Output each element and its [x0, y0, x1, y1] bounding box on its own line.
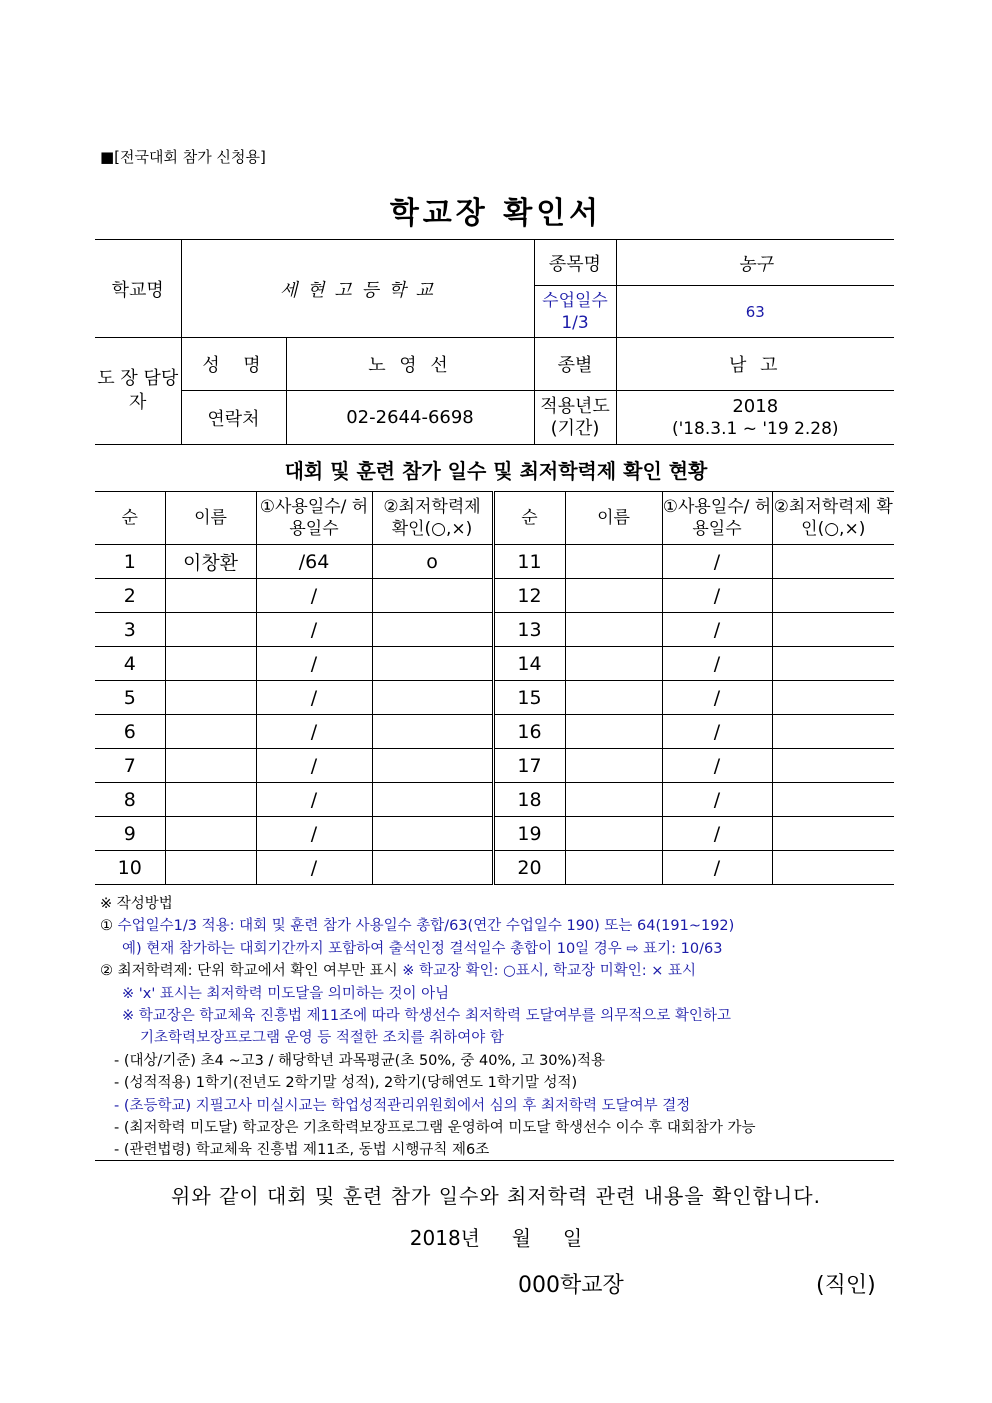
student-name [565, 851, 662, 885]
table-row [95, 715, 894, 749]
min-academic-check [772, 851, 894, 885]
min-academic-check [772, 579, 894, 613]
used-allowed-days: / [662, 783, 772, 817]
contact-value: 02-2644-6698 [286, 391, 534, 445]
used-allowed-days: / [256, 783, 372, 817]
table-row [95, 749, 894, 783]
year-value: 2018 [732, 395, 779, 417]
student-name [165, 817, 256, 851]
student-name [165, 647, 256, 681]
school-days-label: 수업일수 1/3 [534, 286, 616, 338]
col-header-no: 순 [95, 492, 165, 545]
coach-name-label: 성 명 [181, 338, 286, 391]
row-number: 3 [95, 613, 165, 647]
used-allowed-days: / [662, 613, 772, 647]
used-allowed-days: / [256, 681, 372, 715]
principal-signature: 000학교장 [518, 1273, 624, 1298]
student-name [165, 851, 256, 885]
used-allowed-days: / [256, 647, 372, 681]
min-academic-check [772, 613, 894, 647]
row-number: 12 [493, 579, 565, 613]
row-number: 19 [493, 817, 565, 851]
row-number: 13 [493, 613, 565, 647]
official-seal: (직인) [816, 1273, 876, 1298]
year-cell [616, 391, 894, 445]
used-allowed-days: / [662, 579, 772, 613]
coach-label: 도 장 담당자 [95, 338, 181, 445]
note-2-mark-rule: ※ 학교장 확인: ○표시, 학교장 미확인: × 표시 [402, 963, 696, 980]
date-line: 2018년 월 일 [409, 1226, 583, 1250]
col-header-check: ②최저학력제 확인(○,×) [772, 492, 894, 545]
min-academic-check [372, 749, 493, 783]
row-number: 8 [95, 783, 165, 817]
gender-value: 남 고 [616, 338, 894, 391]
student-name [565, 647, 662, 681]
table-row [95, 579, 894, 613]
row-number: 11 [493, 545, 565, 579]
note-3: ※ 'x' 표시는 최저학력 미도달을 의미하는 것이 아님 [122, 985, 450, 1002]
used-allowed-days: / [256, 613, 372, 647]
min-academic-check [372, 613, 493, 647]
note-4-cont: 기초학력보장프로그램 운영 등 적절한 조치를 취하여야 함 [140, 1030, 504, 1047]
student-name [165, 715, 256, 749]
year-period: ('18.3.1 ~ '19 2.28) [671, 418, 839, 439]
coach-name-value: 노 영 선 [286, 338, 534, 391]
table-row [95, 817, 894, 851]
table-row [95, 851, 894, 885]
row-number: 5 [95, 681, 165, 715]
student-name [565, 749, 662, 783]
row-number: 16 [493, 715, 565, 749]
note-1-example: 예) 현재 참가하는 대회기간까지 포함하여 출석인정 결석일수 총합이 10일 경우 ⇨ 표기: 10/63 [122, 940, 723, 957]
bullet-grades: - (성적적용) 1학기(전년도 2학기말 성적), 2학기(당해연도 1학기말 성적) [114, 1075, 578, 1092]
used-allowed-days: / [256, 851, 372, 885]
note-1-mark: ① [100, 918, 113, 935]
year-label: 적용년도 (기간) [534, 391, 616, 445]
used-allowed-days: / [256, 579, 372, 613]
row-number: 1 [95, 545, 165, 579]
note-4: ※ 학교장은 학교체육 진흥법 제11조에 따라 학생선수 최저학력 도달여부를 의무적으로 확인하고 [122, 1008, 731, 1025]
section-title: 대회 및 훈련 참가 일수 및 최저학력제 확인 현황 [284, 459, 708, 483]
min-academic-check [372, 817, 493, 851]
col-header-check: ②최저학력제 확인(○,×) [372, 492, 493, 545]
row-number: 2 [95, 579, 165, 613]
used-allowed-days: / [662, 851, 772, 885]
student-name [565, 613, 662, 647]
confirmation-statement: 위와 같이 대회 및 훈련 참가 일수와 최저학력 관련 내용을 확인합니다. [171, 1184, 821, 1208]
col-header-no: 순 [493, 492, 565, 545]
used-allowed-days: / [662, 715, 772, 749]
row-number: 10 [95, 851, 165, 885]
min-academic-check [772, 749, 894, 783]
min-academic-check [772, 715, 894, 749]
row-number: 14 [493, 647, 565, 681]
student-name [565, 817, 662, 851]
min-academic-check [772, 783, 894, 817]
min-academic-check [772, 545, 894, 579]
row-number: 7 [95, 749, 165, 783]
used-allowed-days: / [662, 749, 772, 783]
document-title: 학교장 확인서 [389, 196, 603, 231]
sport-label: 종목명 [534, 240, 616, 286]
min-academic-check: o [372, 545, 493, 579]
student-name [565, 783, 662, 817]
student-name [165, 749, 256, 783]
min-academic-check [772, 817, 894, 851]
participation-table [95, 491, 894, 885]
student-name: 이창환 [165, 545, 256, 579]
row-number: 6 [95, 715, 165, 749]
note-1: 수업일수1/3 적용: 대회 및 훈련 참가 사용일수 총합/63(연간 수업일수 190) 또는 64(191~192) [117, 918, 735, 935]
used-allowed-days: / [662, 647, 772, 681]
used-allowed-days: / [256, 715, 372, 749]
student-name [165, 783, 256, 817]
col-header-days: ①사용일수/ 허용일수 [256, 492, 372, 545]
bullet-law: - (관련법령) 학교체육 진흥법 제11조, 동법 시행규칙 제6조 [114, 1142, 490, 1159]
note-2-mark: ② [100, 963, 113, 980]
min-academic-check [372, 579, 493, 613]
school-info-table [95, 239, 894, 445]
row-number: 20 [493, 851, 565, 885]
min-academic-check [372, 715, 493, 749]
table-row [95, 545, 894, 579]
school-days-value: 63 [616, 286, 894, 338]
min-academic-check [772, 681, 894, 715]
note-2: 최저학력제: 단위 학교에서 확인 여부만 표시 [117, 963, 398, 980]
student-name [565, 579, 662, 613]
table-row [95, 783, 894, 817]
row-number: 4 [95, 647, 165, 681]
row-number: 18 [493, 783, 565, 817]
min-academic-check [372, 783, 493, 817]
school-name-label: 학교명 [95, 240, 181, 338]
instructions [100, 893, 900, 1162]
notes-heading: ※ 작성방법 [100, 896, 173, 912]
table-row [95, 647, 894, 681]
min-academic-check [372, 647, 493, 681]
sport-value: 농구 [616, 240, 894, 286]
min-academic-check [372, 681, 493, 715]
student-name [565, 681, 662, 715]
row-number: 15 [493, 681, 565, 715]
gender-label: 종별 [534, 338, 616, 391]
table-row [95, 613, 894, 647]
table-row [95, 681, 894, 715]
school-name-value: 세 현 고 등 학 교 [181, 240, 534, 338]
student-name [165, 613, 256, 647]
col-header-name: 이름 [165, 492, 256, 545]
col-header-name: 이름 [565, 492, 662, 545]
used-allowed-days: /64 [256, 545, 372, 579]
bullet-elementary: - (초등학교) 지필고사 미실시교는 학업성적관리위원회에서 심의 후 최저학력 도달여부 결정 [114, 1097, 691, 1114]
used-allowed-days: / [662, 681, 772, 715]
row-number: 17 [493, 749, 565, 783]
bullet-target: - (대상/기준) 초4 ~고3 / 해당학년 과목평균(초 50%, 중 40%, 고 30%)적용 [114, 1052, 605, 1069]
col-header-days: ①사용일수/ 허용일수 [662, 492, 772, 545]
used-allowed-days: / [256, 817, 372, 851]
row-number: 9 [95, 817, 165, 851]
contact-label: 연락처 [181, 391, 286, 445]
student-name [165, 681, 256, 715]
student-name [565, 545, 662, 579]
student-name [565, 715, 662, 749]
used-allowed-days: / [662, 817, 772, 851]
divider [95, 1160, 894, 1161]
used-allowed-days: / [662, 545, 772, 579]
bullet-unmet: - (최저학력 미도달) 학교장은 기초학력보장프로그램 운영하여 미도달 학생선수 이수 후 대회참가 가능 [114, 1120, 756, 1137]
min-academic-check [372, 851, 493, 885]
min-academic-check [772, 647, 894, 681]
form-type-label: ■[전국대회 참가 신청용] [100, 148, 266, 166]
used-allowed-days: / [256, 749, 372, 783]
student-name [165, 579, 256, 613]
